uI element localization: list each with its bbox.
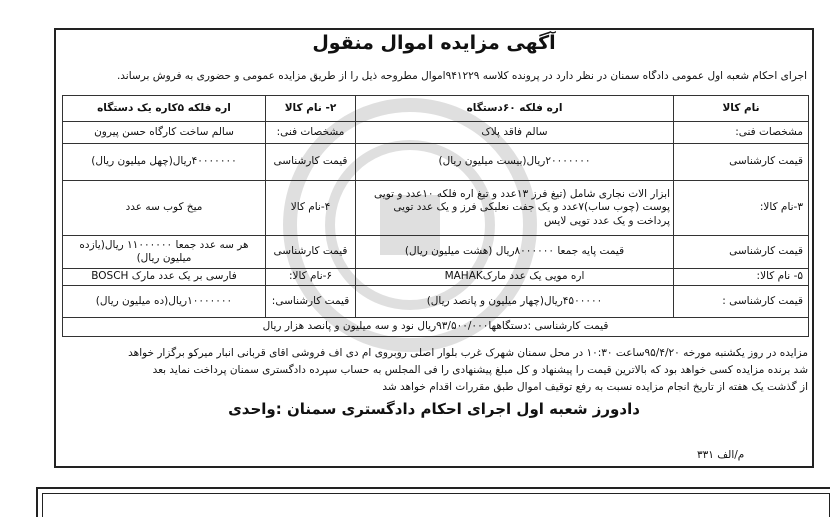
row-label: قیمت کارشناسی xyxy=(674,144,809,181)
next-notice-inner-border xyxy=(42,493,830,517)
table-row xyxy=(63,144,809,181)
body-line: شد برنده مزایده کسی خواهد بود که بالاترین قیمت را پیشنهاد و کل مبلغ پیشنهادی را فی المجلس به حساب سپرده دادگستری سمنان پرداخت نماید بعد xyxy=(152,364,808,376)
reference-number: م/الف ۳۳۱ xyxy=(697,449,745,461)
table-row xyxy=(63,286,809,318)
row-value: ۴۵۰۰۰۰۰ریال(چهار میلیون و پانصد ریال) xyxy=(356,286,674,318)
header-cell: ۲- نام کالا xyxy=(266,96,356,122)
body-line: از گذشت یک هفته از تاریخ انجام مزایده نسبت به رفع توقیف اموال طبق مقررات اقدام خواهد شد xyxy=(382,381,808,393)
header-cell: اره فلکه ۶۰دستگاه xyxy=(356,96,674,122)
page-title: آگهی مزایده اموال منقول xyxy=(312,32,556,54)
row-value: ۱۰۰۰۰۰۰۰ریال(ده میلیون ریال) xyxy=(63,286,266,318)
table-row xyxy=(63,181,809,236)
items-table xyxy=(62,95,809,337)
header-cell: اره فلکه ۵کاره یک دستگاه xyxy=(63,96,266,122)
row-label: ۳-نام کالا: xyxy=(674,181,809,236)
header-cell: نام کالا xyxy=(674,96,809,122)
row-value: سالم فاقد پلاک xyxy=(356,122,674,144)
row-label: قیمت کارشناسی: xyxy=(266,286,356,318)
table-total-row xyxy=(63,318,809,337)
row-label: ۶-نام کالا: xyxy=(266,269,356,286)
row-value: قیمت پایه جمعا ۸۰۰۰۰۰۰ریال (هشت میلیون ریال) xyxy=(356,236,674,269)
next-notice-frame xyxy=(36,487,830,517)
row-label: قیمت کارشناسی xyxy=(674,236,809,269)
row-value: ۲۰۰۰۰۰۰۰ریال(بیست میلیون ریال) xyxy=(356,144,674,181)
table-row xyxy=(63,269,809,286)
total-value: قیمت کارشناسی :دستگاهها۹۳/۵۰۰/۰۰۰ریال نود و سه میلیون و پانصد هزار ریال xyxy=(63,318,809,337)
row-value: میخ کوب سه عدد xyxy=(63,181,266,236)
body-line: مزایده در روز یکشنبه مورخه ۹۵/۴/۲۰ساعت ۱۰:۳۰ در محل سمنان شهرک غرب بلوار اصلی روبروی ام دی اف فروشی اقای قربانی انبار میرکو برگزار خواهد xyxy=(128,347,808,359)
table-row xyxy=(63,122,809,144)
signature: دادورز شعبه اول اجرای احکام دادگستری سمنان :واحدی xyxy=(228,400,640,418)
row-value: ۴۰۰۰۰۰۰۰ریال(چهل میلیون ریال) xyxy=(63,144,266,181)
table-header-row xyxy=(63,96,809,122)
table-row xyxy=(63,236,809,269)
row-label: مشخصات فنی: xyxy=(266,122,356,144)
row-value: ابزار الات نجاری شامل (تیغ فرز ۱۳عدد و تیغ اره فلکه ۱۰عدد و تویی پوست (چوب ساب)۷عدد و یک جفت نعلبکی فرز و یک عدد تویی پرداخت و یک عدد تویی لایس xyxy=(356,181,674,236)
row-value: هر سه عدد جمعا ۱۱۰۰۰۰۰۰ ریال(یازده میلیون ریال) xyxy=(63,236,266,269)
auction-details xyxy=(62,345,808,396)
row-label: قیمت کارشناسی xyxy=(266,236,356,269)
row-label: ۴-نام کالا xyxy=(266,181,356,236)
row-value: سالم ساخت کارگاه حسن پیرون xyxy=(63,122,266,144)
row-value: فارسی بر یک عدد مارک BOSCH xyxy=(63,269,266,286)
row-value: اره مویی یک عدد مارکMAHAK xyxy=(356,269,674,286)
row-label: قیمت کارشناسی xyxy=(266,144,356,181)
row-label: ۵- نام کالا: xyxy=(674,269,809,286)
row-label: مشخصات فنی: xyxy=(674,122,809,144)
row-label: قیمت کارشناسی : xyxy=(674,286,809,318)
intro-text: اجرای احکام شعبه اول عمومی دادگاه سمنان در نظر دارد در پرونده کلاسه ۹۴۱۲۲۹اموال مطروحه ذیل را از طریق مزایده عمومی و حضوری به فروش برساند. xyxy=(116,70,807,82)
